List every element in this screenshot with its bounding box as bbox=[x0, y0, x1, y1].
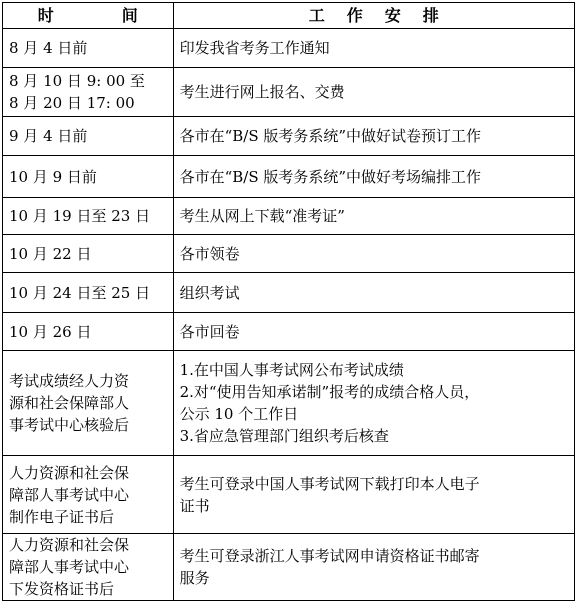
header-task-char: 工 bbox=[308, 5, 325, 25]
table-row bbox=[3, 313, 575, 351]
time-cell: 10 月 26 日 bbox=[3, 313, 174, 351]
time-cell: 10 月 9 日前 bbox=[3, 156, 174, 198]
header-task-char: 作 bbox=[346, 5, 363, 25]
header-time bbox=[3, 3, 174, 29]
time-cell: 考试成绩经人力资 源和社会保障部人 事考试中心核验后 bbox=[3, 351, 174, 456]
table-row bbox=[3, 68, 575, 117]
table-row bbox=[3, 534, 575, 601]
header-time-char: 时 bbox=[37, 5, 54, 25]
header-task-char: 排 bbox=[422, 5, 439, 25]
task-cell: 1.在中国人事考试网公布考试成绩 2.对“使用告知承诺制”报考的成绩合格人员， 公示 10 个工作日 3.省应急管理部门组织考后核查 bbox=[173, 351, 574, 456]
task-cell: 考生可登录中国人事考试网下载打印本人电子 证书 bbox=[173, 456, 574, 534]
table-row bbox=[3, 29, 575, 68]
table-row bbox=[3, 198, 575, 235]
task-cell: 考生从网上下载“准考证” bbox=[173, 198, 574, 235]
header-task bbox=[173, 3, 574, 29]
table-row bbox=[3, 235, 575, 273]
time-cell: 10 月 22 日 bbox=[3, 235, 174, 273]
task-cell: 考生可登录浙江人事考试网申请资格证书邮寄 服务 bbox=[173, 534, 574, 601]
table-row bbox=[3, 456, 575, 534]
time-cell: 10 月 24 日至 25 日 bbox=[3, 273, 174, 313]
time-cell: 8 月 4 日前 bbox=[3, 29, 174, 68]
table-header-row bbox=[3, 3, 575, 29]
header-time-char: 间 bbox=[121, 5, 138, 25]
table-row bbox=[3, 351, 575, 456]
task-cell: 各市在“B/S 版考务系统”中做好试卷预订工作 bbox=[173, 117, 574, 156]
task-cell: 组织考试 bbox=[173, 273, 574, 313]
time-cell: 人力资源和社会保 障部人事考试中心 制作电子证书后 bbox=[3, 456, 174, 534]
header-task-char: 安 bbox=[384, 5, 401, 25]
task-cell: 各市领卷 bbox=[173, 235, 574, 273]
task-cell: 各市在“B/S 版考务系统”中做好考场编排工作 bbox=[173, 156, 574, 198]
exam-schedule-table bbox=[2, 2, 575, 601]
time-cell: 8 月 10 日 9: 00 至 8 月 20 日 17: 00 bbox=[3, 68, 174, 117]
task-cell: 考生进行网上报名、交费 bbox=[173, 68, 574, 117]
task-cell: 各市回卷 bbox=[173, 313, 574, 351]
time-cell: 10 月 19 日至 23 日 bbox=[3, 198, 174, 235]
table-row bbox=[3, 273, 575, 313]
task-cell: 印发我省考务工作通知 bbox=[173, 29, 574, 68]
time-cell: 9 月 4 日前 bbox=[3, 117, 174, 156]
time-cell: 人力资源和社会保 障部人事考试中心 下发资格证书后 bbox=[3, 534, 174, 601]
table-row bbox=[3, 156, 575, 198]
table-row bbox=[3, 117, 575, 156]
